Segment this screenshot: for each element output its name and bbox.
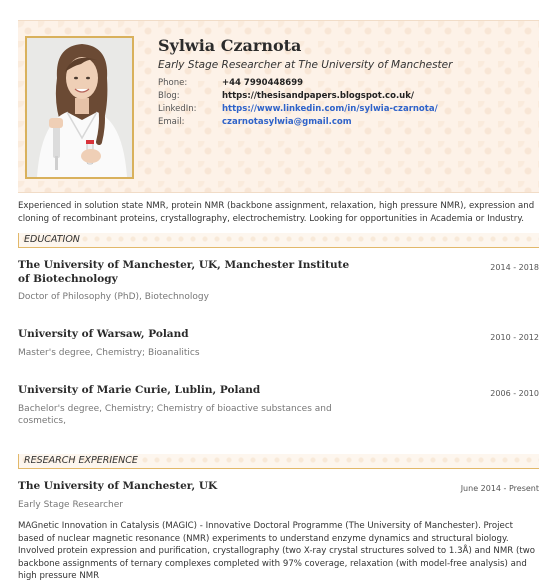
contact-label: Email: [158, 117, 185, 127]
contact-label: LinkedIn: [158, 104, 197, 114]
education-institution: University of Warsaw, Poland [18, 328, 189, 340]
research-description: MAGnetic Innovation in Catalysis (MAGIC) - Innovative Doctoral Programme (The University of Manchester). Project based of nuclear magnetic resonance (NMR) experiments to understand enzyme dynamics and structural biology. Involved protein expression and purification, crystallography (two X-ray crystal structures solved to 1.3Å) and NMR (two backbone assignments of ternary complexes completed with 97% coverage, relaxation (with model-free analysis) and high pressure NMR [18, 521, 535, 582]
education-date: 2010 - 2012 [490, 333, 539, 342]
research-date: June 2014 - Present [460, 484, 539, 493]
portrait-image [27, 38, 132, 177]
contact-label: Phone: [158, 78, 188, 88]
education-date: 2006 - 2010 [490, 389, 539, 398]
research-institution: The University of Manchester, UK [18, 480, 218, 492]
profile-role: Early Stage Researcher at The University of Manchester [158, 59, 453, 71]
linkedin-link[interactable]: https://www.linkedin.com/in/sylwia-czarnota/ [222, 104, 438, 114]
section-heading-research: RESEARCH EXPERIENCE [18, 454, 539, 469]
profile-header [18, 20, 539, 193]
contact-label: Blog: [158, 91, 180, 101]
education-degree: Bachelor's degree, Chemistry; Chemistry of bioactive substances and cosmetics, [18, 404, 332, 426]
education-degree: Doctor of Philosophy (PhD), Biotechnology [18, 292, 209, 302]
profile-name: Sylwia Czarnota [158, 36, 302, 55]
summary-text: Experienced in solution state NMR, protein NMR (backbone assignment, relaxation, high pressure NMR), expression and cloning of recombinant proteins, crystallography, electrochemistry. Looking for opportunities in Academia or Industry. [18, 201, 535, 224]
email-link[interactable]: czarnotasylwia@gmail.com [222, 117, 352, 127]
section-heading-education: EDUCATION [18, 233, 539, 248]
education-degree: Master's degree, Chemistry; Bioanalitics [18, 348, 200, 358]
profile-photo [25, 36, 134, 179]
education-date: 2014 - 2018 [490, 263, 539, 272]
education-institution: The University of Manchester, UK, Manchester Institute of Biotechnology [18, 259, 350, 285]
research-position: Early Stage Researcher [18, 500, 123, 510]
blog-link[interactable]: https://thesisandpapers.blogspot.co.uk/ [222, 91, 414, 101]
education-institution: University of Marie Curie, Lublin, Poland [18, 384, 261, 396]
phone-value: +44 7990448699 [222, 78, 304, 88]
